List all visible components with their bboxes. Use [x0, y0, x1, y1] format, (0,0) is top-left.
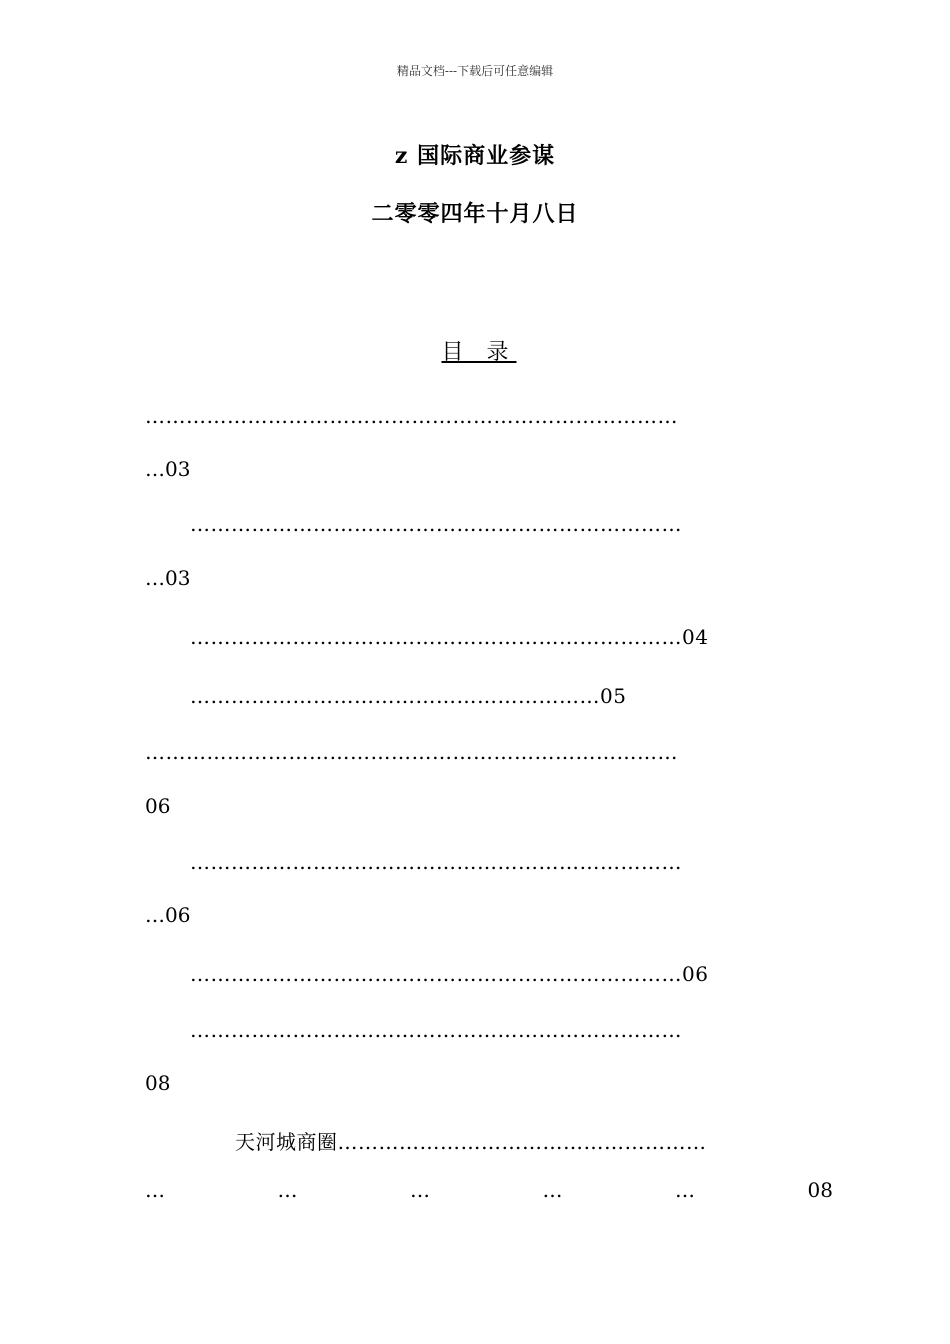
toc-last-row-item: …	[410, 1178, 430, 1202]
toc-line: …03	[145, 457, 191, 481]
toc-line: 08	[145, 1071, 171, 1095]
toc-line: ………………………………………………………………	[190, 850, 682, 874]
company-title: z 国际商业参谋	[394, 143, 556, 169]
toc-line: ……………………………………………………………………	[145, 740, 678, 764]
toc-line: 06	[145, 794, 171, 818]
toc-last-row-item: …	[542, 1178, 563, 1202]
toc-heading	[0, 335, 950, 366]
toc-last-row-item: …	[277, 1178, 298, 1202]
toc-last-row-page: 08	[807, 1178, 833, 1202]
document-date: 二零零四年十月八日	[371, 201, 579, 227]
toc-line: …03	[145, 566, 191, 590]
toc-heading-text: 目 录	[441, 340, 517, 365]
toc-line-tianhe: 天河城商圈………………………………………………	[235, 1130, 707, 1154]
toc-last-row-item: …	[145, 1178, 165, 1202]
toc-line: ………………………………………………………………06	[190, 962, 709, 986]
toc-last-row	[145, 1178, 833, 1202]
toc-line: ………………………………………………………………	[190, 1018, 682, 1042]
page-header-note: 精品文档---下载后可任意编辑	[396, 64, 554, 78]
toc-line: ……………………………………………………05	[190, 684, 627, 708]
toc-last-row-item: …	[675, 1178, 695, 1202]
toc-line: ………………………………………………………………04	[190, 625, 709, 649]
toc-line: ……………………………………………………………………	[145, 404, 678, 428]
toc-line: …06	[145, 903, 191, 927]
toc-line: ………………………………………………………………	[190, 512, 682, 536]
